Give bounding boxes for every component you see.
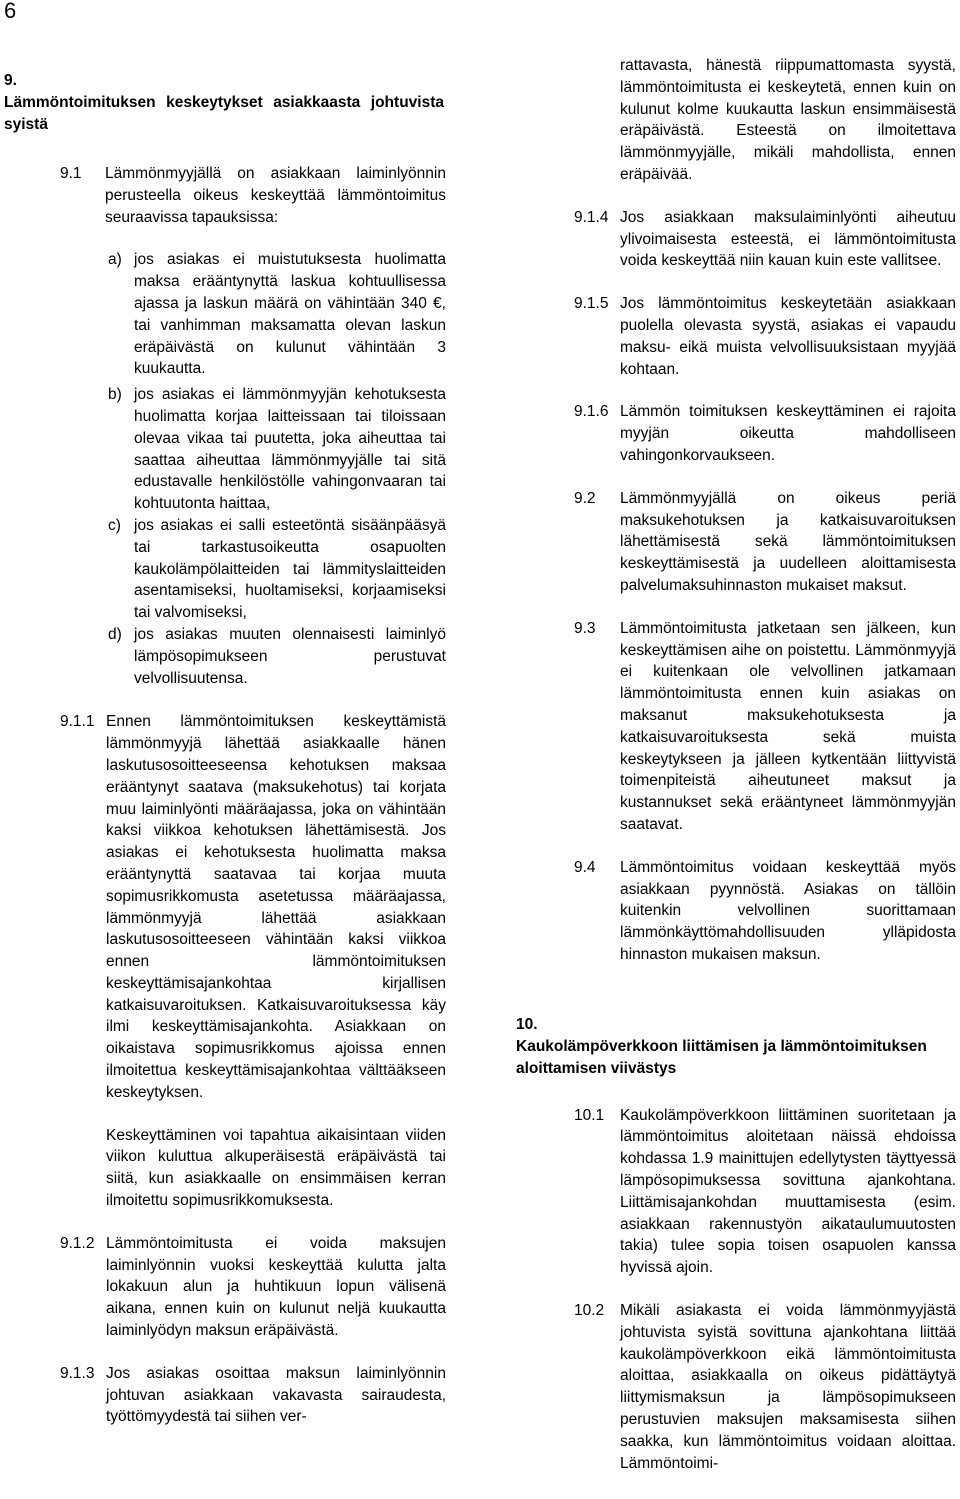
list-item-c bbox=[108, 515, 446, 624]
section-9-title: Lämmöntoimituksen keskeytykset asiakkaasta johtuvista syistä bbox=[4, 94, 444, 133]
page-number: 6 bbox=[4, 0, 17, 23]
clause-9-1 bbox=[4, 163, 446, 228]
clause-9-1-6-number: 9.1.6 bbox=[574, 403, 609, 421]
list-item-a-text: jos asiakas ei muistutuksesta huolimatta maksa erääntynyttä laskua kohtuullisessa ajassa ja laskun määrä on vähintään 340 €, tai vanhimman maksamatta olevan laskun eräpäivästä on kulunut vähintään 3 kuukautta. bbox=[134, 251, 446, 378]
clause-9-4-text: Lämmöntoimitus voidaan keskeyttää myös asiakkaan pyynnöstä. Asiakas on tällöin kuitenkin velvollinen suorittamaan lämmönkäyttömahdollisuuden ylläpidosta hinnaston mukaisen maksun. bbox=[620, 858, 956, 963]
clause-10-1-text: Kaukolämpöverkkoon liittäminen suoritetaan ja lämmöntoimitus aloitetaan näissä ehdoissa kohdassa 1.9 mainittujen edellytysten täyttyessä lämpösopimuksessa sovittuna ajankohtana. Liittämisajankohdan muuttamisesta (esim. asiakkaan rakennustyön aikataulumuutosten takia) tulee sopia toisen osapuolen kanssa hyvissä ajoin. bbox=[620, 1106, 956, 1277]
clause-9-4 bbox=[516, 857, 956, 966]
section-10-heading bbox=[516, 1014, 956, 1080]
clause-9-1-number: 9.1 bbox=[60, 165, 82, 182]
clause-9-1-1 bbox=[4, 711, 446, 1103]
clause-9-1-3 bbox=[4, 1363, 446, 1428]
clause-9-1-4 bbox=[516, 207, 956, 272]
list-item-d bbox=[108, 624, 446, 689]
section-9-heading bbox=[4, 70, 446, 136]
clause-10-1-number: 10.1 bbox=[574, 1106, 605, 1124]
list-item-c-text: jos asiakas ei salli esteetöntä sisäänpääsyä tai tarkastusoikeutta osapuolten kaukolämpölaitteiden tai lämmityslaitteiden asentamiseksi, huoltamiseksi, korjaamiseksi tai valvomiseksi, bbox=[134, 516, 446, 622]
clause-9-3-text: Lämmöntoimitusta jatketaan sen jälkeen, kun keskeyttämisen aihe on poistettu. Lämmönmyyjä ei kuitenkaan ole velvollinen jatkamaan lämmöntoimitusta ennen kuin asiakas on maksanut maksukehotuksesta ja katkaisuvaroituksesta sekä muista keskeytykseen ja jälleen kytkentään liittyvistä toimenpiteistä aiheutuneet maksut ja kustannukset sekä erääntyneet lämmönmyyjän saatavat. bbox=[620, 619, 956, 833]
clause-9-1-5-number: 9.1.5 bbox=[574, 295, 609, 313]
clause-9-1-5-text: Jos lämmöntoimitus keskeytetään asiakkaan puolella olevasta syystä, asiakas ei vapaudu maksu- eikä muista velvollisuuksistaan myyjää kohtaan. bbox=[620, 295, 956, 378]
list-item-c-label: c) bbox=[108, 516, 121, 534]
list-item-a bbox=[108, 249, 446, 380]
clause-10-1 bbox=[516, 1105, 956, 1279]
clause-9-1-5 bbox=[516, 293, 956, 380]
clause-9-2-number: 9.2 bbox=[574, 489, 596, 507]
clause-9-3-number: 9.3 bbox=[574, 619, 596, 637]
clause-9-1-3-number: 9.1.3 bbox=[60, 1364, 95, 1382]
clause-9-1-2-text: Lämmöntoimitusta ei voida maksujen laiminlyönnin vuoksi keskeyttää kulutta jalta lokakuun alun ja huhtikuun lopun välisenä aikana, ennen kuin on kulunut neljä kuukautta laiminlyödyn maksun eräpäivästä. bbox=[106, 1234, 446, 1340]
section-10-title: Kaukolämpöverkkoon liittämisen ja lämmöntoimituksen aloittamisen viivästys bbox=[516, 1037, 927, 1077]
section-10-number: 10. bbox=[516, 1015, 538, 1033]
clause-9-1-list bbox=[4, 249, 446, 689]
list-item-b bbox=[108, 384, 446, 515]
list-item-b-text: jos asiakas ei lämmönmyyjän kehotuksesta huolimatta korjaa laitteissaan tai tiloissaan olevaa vikaa tai puutetta, joka aiheuttaa tai saattaa aiheuttaa lämmönmyyjälle tai sitä edustavalle henkilöstölle vahingonvaaran tai kohtuutonta haittaa, bbox=[134, 386, 446, 513]
clause-9-1-6-text: Lämmön toimituksen keskeyttäminen ei rajoita myyjän oikeutta mahdolliseen vahingonkorvaukseen. bbox=[620, 403, 956, 464]
clause-9-2 bbox=[516, 488, 956, 597]
clause-9-1-1-text: Ennen lämmöntoimituksen keskeyttämistä lämmönmyyjä lähettää asiakkaalle hänen laskutusosoitteeseensa kehotuksen maksaa erääntynyt saatava (maksukehotus) tai korjata muu laiminlyönti määräajassa, joka on vähintään kaksi viikkoa kehotuksen lähettämisestä. Jos asiakas ei kehotuksesta huolimatta maksa erääntynyttä saatavaa tai korjaa muuta sopimusrikkomusta asetetussa määräajassa, lämmönmyyjä lähettää asiakkaan laskutusosoitteeseen vähintään kaksi viikkoa ennen lämmöntoimituksen keskeyttämisajankohtaa kirjallisen katkaisuvaroituksen. Katkaisuvaroituksessa käy ilmi keskeyttämisajankohta. Asiakkaan on oikaistava sopimusrikkomus ajoissa ennen ilmoitettua keskeyttämisajankohtaa välttääkseen keskeytyksen. bbox=[106, 713, 446, 1101]
clause-9-2-text: Lämmönmyyjällä on oikeus periä maksukehotuksen ja katkaisuvaroituksen lähettämisestä sekä lämmöntoimituksen keskeyttämisestä ja uudelleen aloittamisesta palvelumaksuhinnaston mukaiset maksut. bbox=[620, 489, 956, 594]
clause-9-1-6 bbox=[516, 401, 956, 466]
clause-9-1-2 bbox=[4, 1233, 446, 1342]
section-9-number: 9. bbox=[4, 72, 17, 89]
list-item-d-text: jos asiakas muuten olennaisesti laiminlyö lämpösopimukseen perustuvat velvollisuutensa. bbox=[134, 625, 446, 687]
clause-9-1-3-text-continued: rattavasta, hänestä riippumattomasta syystä, lämmöntoimitusta ei keskeytetä, ennen kuin on kulunut kolme kuukautta laskun ensimmäisestä eräpäivästä. Esteestä on ilmoitettava lämmönmyyjälle, mikäli mahdollista, ennen eräpäivää. bbox=[620, 57, 956, 183]
clause-9-4-number: 9.4 bbox=[574, 858, 596, 876]
clause-9-1-4-text: Jos asiakkaan maksulaiminlyönti aiheutuu ylivoimaisesta esteestä, ei lämmöntoimitusta voida keskeyttää niin kauan kuin este vallitsee. bbox=[620, 208, 956, 270]
clause-9-1-2-number: 9.1.2 bbox=[60, 1234, 95, 1252]
clause-9-1-1-number: 9.1.1 bbox=[60, 713, 95, 731]
list-item-d-label: d) bbox=[108, 625, 122, 643]
clause-10-2 bbox=[516, 1300, 956, 1474]
clause-9-1-4-number: 9.1.4 bbox=[574, 208, 609, 226]
clause-9-1-3-text: Jos asiakas osoittaa maksun laiminlyönnin johtuvan asiakkaan vakavasta sairaudesta, työttömyydestä tai siihen ver- bbox=[106, 1364, 446, 1426]
left-column bbox=[4, 70, 446, 1428]
clause-9-1-1-text-2: Keskeyttäminen voi tapahtua aikaisintaan viiden viikon kuluttua alkuperäisestä eräpäivästä tai siitä, kun asiakkaalle on ensimmäisen kerran ilmoitettu sopimusrikkomuksesta. bbox=[106, 1126, 446, 1210]
clause-10-2-text: Mikäli asiakasta ei voida lämmönmyyjästä johtuvista syistä sovittuna ajankohtana liittää kaukolämpöverkkoon eikä lämmöntoimitusta aloittaa, asiakkaalla on oikeus pidättäytyä liittymismaksun ja lämpösopimukseen perustuvien maksujen maksamisesta siihen saakka, kun lämmöntoimitus voidaan aloittaa. Lämmöntoimi- bbox=[620, 1302, 956, 1472]
right-column bbox=[516, 55, 956, 1474]
clause-10-2-number: 10.2 bbox=[574, 1302, 605, 1320]
clause-9-3 bbox=[516, 618, 956, 836]
list-item-a-label: a) bbox=[108, 251, 122, 269]
clause-9-1-text: Lämmönmyyjällä on asiakkaan laiminlyönnin perusteella oikeus keskeyttää lämmöntoimitus seuraavissa tapauksissa: bbox=[105, 165, 446, 226]
list-item-b-label: b) bbox=[108, 386, 122, 404]
